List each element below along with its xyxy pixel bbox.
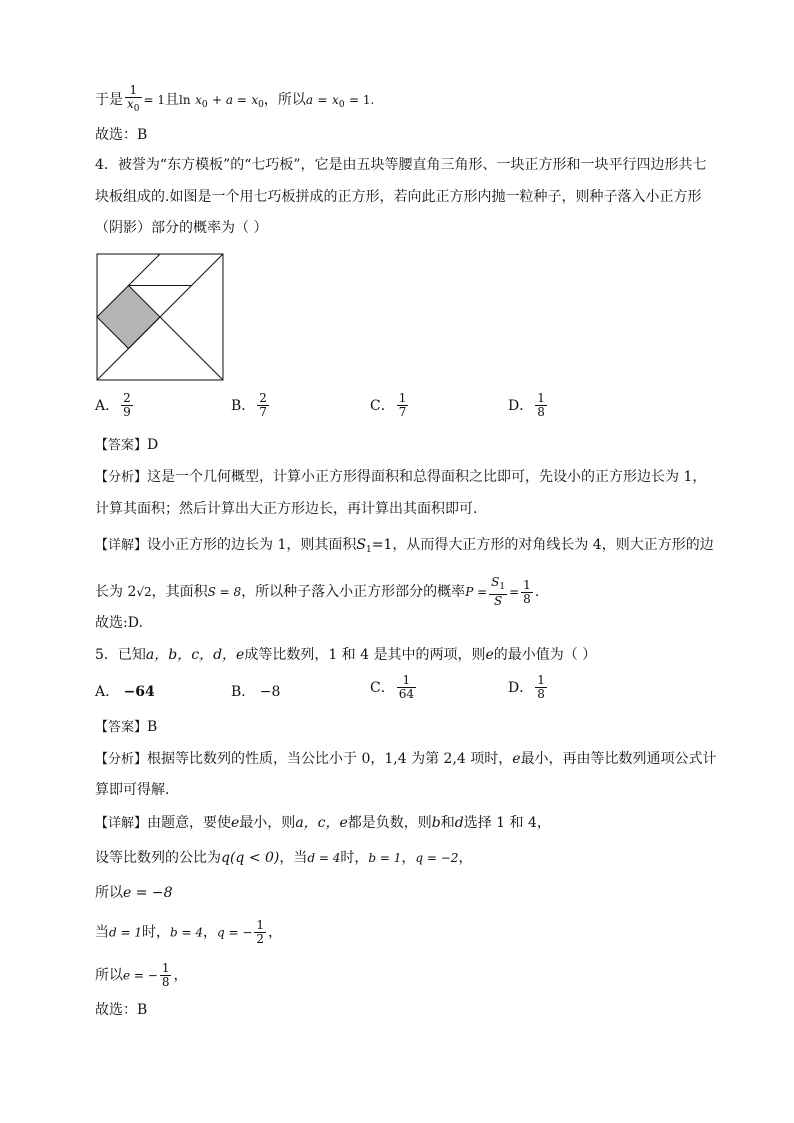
frac-num: 1 — [523, 577, 531, 592]
frac-den: 64 — [398, 687, 414, 701]
q4-answer — [95, 435, 702, 456]
q5-line-1 — [95, 645, 702, 665]
option-letter: D． — [508, 397, 534, 414]
q-expr: q = − — [217, 925, 253, 940]
analysis-text: 这是一个几何概型，计算小正方形得面积和总得面积之比即可，先设小的正方形边长为 1， — [147, 469, 707, 485]
frac-num: 2 — [259, 391, 267, 405]
separator-end: ， — [173, 967, 188, 984]
option-text: −8 — [259, 684, 281, 700]
separator: ， — [401, 850, 416, 866]
prev-answer: 故选：B — [95, 127, 148, 143]
q4-analysis-1 — [95, 467, 707, 488]
b-expr: b = 1 — [368, 851, 402, 865]
detail-text-2: 时， — [142, 924, 170, 941]
q4-option-d[interactable] — [508, 392, 549, 419]
q5-detail-3 — [95, 883, 702, 903]
option-fraction — [257, 392, 269, 419]
q5-answer — [95, 717, 702, 738]
d-expr: d = 1 — [109, 925, 142, 940]
frac-den — [125, 97, 142, 116]
frac-num-sub: 1 — [499, 582, 506, 592]
option-fraction — [535, 392, 547, 419]
q-expr: q(q < 0) — [221, 850, 280, 866]
option-letter: A． — [95, 397, 120, 414]
d-expr: d = 4 — [307, 851, 341, 865]
so-word: ，所以 — [263, 92, 306, 108]
q4-option-a[interactable] — [95, 392, 135, 419]
frac-den: 8 — [537, 405, 545, 419]
frac-den: 8 — [537, 687, 545, 701]
e-fraction — [160, 962, 172, 989]
eq-one: = 1 — [143, 93, 166, 107]
detail-text-3: 都是负数，则 — [347, 815, 432, 831]
eq-sign: = — [509, 585, 520, 599]
frac-den: 8 — [161, 975, 170, 989]
frac-den: S — [489, 594, 507, 608]
frac-num: 2 — [123, 391, 131, 405]
q4-detail-1 — [95, 535, 714, 560]
final-sub: 0 — [338, 100, 345, 110]
q4-line-3: （阴影）部分的概率为（ ） — [95, 220, 268, 236]
frac-num: 1 — [537, 391, 545, 405]
sqrt-expr: √2 — [136, 585, 152, 599]
final-eq: = — [317, 93, 328, 107]
frac-den-var: x — [127, 97, 134, 111]
analysis-text-2: 最小，再由等比数列通项公式计 — [520, 751, 717, 767]
plus-a: + a = — [212, 93, 247, 107]
analysis-tag: 【分析】 — [95, 752, 148, 767]
q5-detail-4 — [95, 919, 702, 946]
detail-d: d — [454, 815, 464, 831]
parallelogram-edge-1 — [129, 254, 160, 285]
q5-vars: a，b，c，d，e — [145, 647, 245, 663]
shaded-small-square — [97, 286, 160, 349]
intro-prefix: 于是 — [95, 92, 123, 108]
option-letter: A． — [95, 684, 120, 700]
analysis-tag: 【分析】 — [95, 470, 148, 485]
separator: ， — [203, 924, 217, 941]
option-letter: C． — [370, 397, 395, 414]
detail-text: 设小正方形的边长为 1，则其面积 — [147, 537, 357, 553]
option-fraction — [535, 674, 547, 701]
final-x: x — [332, 93, 339, 107]
q4-detail-2 — [95, 576, 702, 608]
separator-end: ， — [268, 924, 283, 941]
detail-text-2: 最小，则 — [239, 815, 296, 831]
detail-text-5: 选择 1 和 4， — [463, 815, 551, 831]
q-fraction — [254, 919, 266, 946]
q5-text-3: 的最小值为（ ） — [493, 647, 597, 663]
q-value: q = −2 — [415, 851, 459, 865]
detail-text: 设等比数列的公比为 — [95, 850, 221, 866]
frac-num-var: S — [491, 575, 500, 589]
frac-den: 7 — [398, 405, 407, 419]
frac-den: 9 — [123, 405, 131, 419]
and-word: 且 — [165, 92, 180, 108]
final-a: a — [305, 93, 314, 107]
detail-text-2: ，当 — [279, 850, 308, 866]
frac-den: 2 — [256, 932, 265, 946]
option-letter: B． — [231, 397, 256, 414]
detail-text: 由题意，要使 — [147, 815, 232, 831]
q5-detail-2 — [95, 848, 702, 868]
area-expr: S = 8 — [207, 585, 242, 599]
area-sub: 1 — [365, 545, 372, 555]
final-val: = 1. — [349, 93, 375, 107]
result-fraction — [521, 579, 533, 606]
q4-option-b[interactable] — [231, 392, 271, 419]
option-letter: C． — [370, 679, 395, 696]
frac-den: 8 — [523, 591, 531, 606]
detail-tag: 【详解】 — [95, 538, 148, 553]
frac-num: 1 — [256, 918, 265, 932]
frac-num — [489, 576, 507, 594]
period: . — [534, 584, 540, 600]
q4-analysis-2: 计算其面积；然后计算出大正方形边长，再计算出其面积即可. — [95, 501, 478, 517]
intro-line — [95, 84, 702, 116]
fraction — [125, 84, 142, 116]
detail-text-2: ，其面积 — [151, 584, 208, 600]
rhs-x: x — [251, 93, 259, 107]
q5-analysis-2: 算即可得解. — [95, 782, 170, 798]
prob-fraction — [489, 576, 507, 608]
frac-den-sub: 0 — [133, 104, 140, 114]
option-fraction — [121, 392, 133, 419]
b-expr: b = 4 — [170, 925, 203, 940]
frac-num: 1 — [402, 673, 411, 687]
q5-text: 5．已知 — [95, 647, 146, 663]
detail-text-2: =1，从而得大正方形的对角线长为 4，则大正方形的边 — [371, 537, 714, 553]
q5-option-a[interactable] — [95, 682, 155, 702]
option-letter: B． — [231, 684, 256, 700]
x-sub: 0 — [201, 100, 208, 110]
ln-text: ln — [179, 93, 191, 107]
e-expr: e = −8 — [123, 885, 173, 901]
detail-vars: a，c，e — [295, 815, 348, 831]
analysis-text: 根据等比数列的性质，当公比小于 0，1,4 为第 2,4 项时， — [147, 751, 513, 767]
q4-line-1: 4．被誉为“东方模板”的“七巧板”，它是由五块等腰直角三角形、一块正方形和一块平行四边形共七 — [95, 157, 707, 173]
detail-text-3: ，所以种子落入小正方形部分的概率 — [241, 584, 466, 600]
half-diagonal — [160, 317, 223, 380]
option-fraction — [397, 674, 416, 701]
detail-b: b — [431, 815, 441, 831]
prob-expr: P = — [465, 585, 488, 599]
detail-e: e — [231, 815, 240, 831]
option-text: −64 — [123, 684, 155, 700]
answer-tag: 【答案】 — [95, 720, 148, 735]
q5-final: 故选：B — [95, 1002, 148, 1018]
detail-text-3: 时， — [340, 850, 369, 866]
frac-num: 1 — [398, 391, 407, 405]
area-var: S — [356, 537, 366, 553]
q5-text-2: 成等比数列，1 和 4 是其中的两项，则 — [244, 647, 486, 663]
separator-end: ， — [458, 850, 473, 866]
frac-num: 1 — [161, 961, 170, 975]
detail-text: 当 — [95, 924, 109, 941]
tangram-figure — [96, 253, 224, 381]
q5-option-d[interactable] — [508, 674, 549, 701]
detail-text: 所以 — [95, 885, 123, 901]
q5-option-c[interactable] — [370, 674, 418, 701]
frac-num: 1 — [129, 83, 138, 97]
detail-tag: 【详解】 — [95, 816, 148, 831]
q4-option-c[interactable] — [370, 392, 410, 419]
q5-analysis-1 — [95, 749, 717, 770]
q5-option-b[interactable] — [231, 682, 280, 702]
q5-detail-1 — [95, 813, 702, 834]
x-var: x — [195, 93, 202, 107]
detail-text-4: 和 — [440, 815, 455, 831]
q4-line-2: 块板组成的.如图是一个用七巧板拼成的正方形，若向此正方形内抛一粒种子，则种子落入小正方形 — [95, 189, 702, 205]
q5-detail-5 — [95, 962, 702, 989]
e-expr: e = − — [123, 968, 158, 983]
option-letter: D． — [508, 679, 534, 696]
analysis-e: e — [512, 751, 521, 767]
frac-den: 7 — [259, 405, 267, 419]
rhs-sub: 0 — [258, 100, 264, 110]
frac-num: 1 — [537, 673, 545, 687]
answer-value: B — [147, 719, 158, 735]
q5-e: e — [485, 647, 494, 663]
answer-tag: 【答案】 — [95, 438, 148, 453]
option-fraction — [397, 392, 409, 419]
q4-final: 故选:D. — [95, 615, 143, 631]
detail-text: 所以 — [95, 967, 123, 984]
answer-value: D — [147, 437, 159, 453]
detail-text: 长为 2 — [95, 584, 137, 600]
